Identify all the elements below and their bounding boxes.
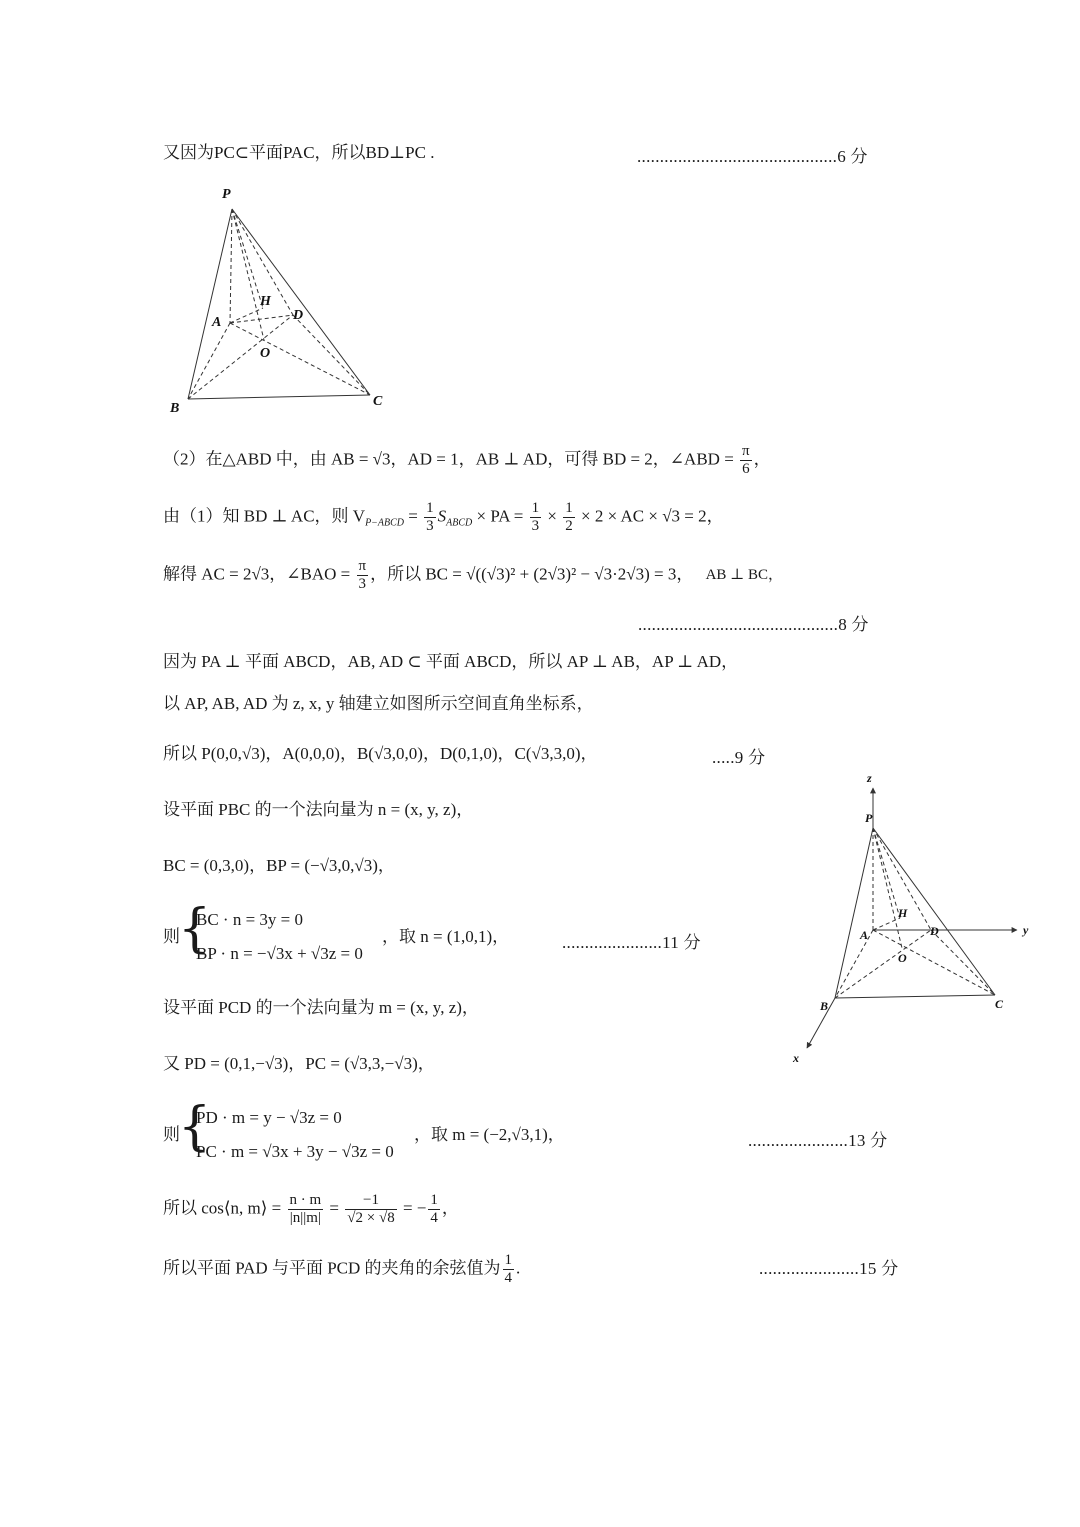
line-normal-n: 设平面 PBC 的一个法向量为 n = (x, y, z)，	[163, 800, 474, 819]
fraction-den: √2 × √8	[347, 1210, 395, 1226]
label-B: B	[820, 999, 829, 1013]
part2-line-3	[163, 558, 783, 593]
score-8: ............................................8 分	[638, 615, 869, 634]
edge-PC	[873, 828, 995, 995]
line-cos	[163, 1192, 459, 1227]
label-y: y	[1023, 923, 1029, 937]
eq-sign: =	[404, 506, 423, 526]
fraction-1-4-final	[503, 1252, 515, 1287]
left-brace: {	[178, 899, 212, 959]
eq-sign: =	[329, 1198, 340, 1218]
fraction-dot-over-norm	[288, 1192, 324, 1227]
eq-neg: = −	[402, 1198, 427, 1218]
line-bc-bp: BC = (0,3,0)，BP = (−√3,0,√3)，	[163, 856, 395, 875]
bc-length: ，所以 BC = √((√3)² + (2√3)² − √3·2√3) = 3，	[370, 564, 694, 584]
fraction-den: 4	[430, 1210, 438, 1226]
line-AC	[230, 323, 370, 395]
score-15: ......................15 分	[759, 1259, 899, 1278]
line-BD	[835, 930, 931, 998]
label-O: O	[898, 951, 907, 965]
fraction-num: 1	[531, 500, 540, 516]
label-A: A	[212, 315, 222, 330]
label-A: A	[860, 928, 869, 942]
volume-tail: × 2 × AC × √3 = 2，	[576, 506, 724, 526]
part2-line-1	[163, 443, 771, 478]
fraction-1-3	[424, 500, 436, 535]
line-pa-perp: 因为 PA ⊥ 平面 ABCD，AB, AD ⊂ 平面 ABCD，所以 AP ⊥ AB，AP ⊥ AD，	[163, 652, 739, 671]
line-PH	[232, 209, 263, 308]
fraction-pi-3	[357, 558, 369, 593]
fraction-1-4	[428, 1192, 440, 1227]
fraction-num: 1	[426, 500, 434, 516]
sys-n-pre: 则	[163, 927, 180, 946]
edge-DC	[931, 930, 995, 995]
final-tail: .	[516, 1258, 521, 1278]
edge-PB	[188, 209, 232, 399]
fraction-num: n · m	[289, 1192, 322, 1208]
sys-n-take: ，取 n = (1,0,1)，	[382, 927, 510, 946]
edge-PA	[230, 209, 232, 323]
fraction-den: 3	[531, 518, 540, 534]
cos-prefix: 所以 cos⟨n, m⟩ =	[163, 1198, 282, 1218]
label-x: x	[793, 1051, 799, 1065]
fraction-den: 3	[426, 518, 434, 534]
edge-BC	[188, 395, 370, 399]
score-13: ......................13 分	[748, 1131, 888, 1150]
score-6: ............................................6 分	[637, 147, 868, 166]
sys-m-take: ，取 m = (−2,√3,1)，	[414, 1125, 565, 1144]
edge-DC	[293, 315, 370, 395]
fraction-1-3-b	[530, 500, 542, 535]
edge-AB	[188, 323, 230, 399]
fraction-1-2	[563, 500, 575, 535]
fraction-pi-6	[740, 443, 752, 478]
sys-n-eq1: BC · n = 3y = 0	[196, 910, 304, 929]
area-subscript: ABCD	[446, 517, 473, 529]
score-11: ......................11 分	[562, 933, 701, 952]
fraction-den: 6	[742, 461, 750, 477]
fraction-den: 3	[358, 576, 367, 592]
ab-perp-bc: AB ⊥ BC，	[705, 567, 784, 584]
volume-subscript: P−ABCD	[365, 517, 405, 529]
label-C: C	[373, 394, 383, 409]
times: ×	[543, 506, 562, 526]
fraction-den: |n||m|	[289, 1210, 321, 1226]
fraction-den: 2	[565, 518, 573, 534]
label-H: H	[898, 906, 908, 920]
line-AC	[873, 930, 995, 995]
label-B: B	[170, 401, 180, 416]
label-H: H	[260, 294, 271, 309]
area-symbol: S	[437, 506, 447, 526]
sys-m-eq2: PC · m = √3x + 3y − √3z = 0	[196, 1142, 394, 1161]
line-BD	[188, 315, 293, 399]
part2-line-2	[163, 500, 724, 535]
fraction-neg1-over-roots	[345, 1192, 396, 1227]
edge-PB	[835, 828, 873, 998]
label-C: C	[995, 997, 1004, 1011]
line-pd-pc: 又 PD = (0,1,−√3)，PC = (√3,3,−√3)，	[163, 1054, 435, 1073]
edge-BC	[835, 995, 995, 998]
fraction-num: π	[358, 558, 367, 574]
volume-prefix: 由（1）知 BD ⊥ AC，则 V	[163, 506, 366, 526]
edge-PC	[232, 209, 370, 395]
label-D: D	[293, 308, 304, 323]
label-P: P	[222, 187, 231, 202]
line-coordinates: 所以 P(0,0,√3)，A(0,0,0)，B(√3,0,0)，D(0,1,0)，C(√3,3,0)，	[163, 744, 598, 763]
pyramid-figure-2-coordinates	[785, 770, 1045, 1070]
fraction-num: 1	[565, 500, 573, 516]
label-P: P	[865, 811, 873, 825]
sys-m-pre: 则	[163, 1125, 180, 1144]
label-O: O	[260, 346, 271, 361]
part2-line-1-text: （2）在△ABD 中，由 AB = √3，AD = 1，AB ⊥ AD，可得 BD = 2，∠ABD =	[163, 449, 734, 469]
proof-line-bd-perp-pc: 又因为PC⊂平面PAC，所以BD⊥PC .	[163, 143, 435, 162]
cos-tail: ，	[441, 1198, 459, 1218]
left-brace: {	[178, 1097, 212, 1157]
score-9: .....9 分	[712, 748, 766, 767]
times-pa: × PA =	[472, 506, 528, 526]
fraction-num: −1	[345, 1192, 396, 1210]
line-normal-m: 设平面 PCD 的一个法向量为 m = (x, y, z)，	[163, 998, 479, 1017]
fraction-num: 1	[504, 1252, 513, 1268]
sys-n-eq2: BP · n = −√3x + √3z = 0	[196, 944, 363, 963]
label-z: z	[867, 771, 872, 785]
sys-m-eq1: PD · m = y − √3z = 0	[196, 1108, 342, 1127]
pyramid-figure-1	[160, 180, 400, 420]
fraction-num: π	[742, 443, 750, 459]
line-final	[163, 1252, 520, 1287]
label-D: D	[930, 924, 939, 938]
line-PH	[873, 828, 900, 918]
solve-ac: 解得 AC = 2√3，∠BAO =	[163, 564, 351, 584]
line-axes: 以 AP, AB, AD 为 z, x, y 轴建立如图所示空间直角坐标系，	[163, 694, 594, 713]
fraction-den: 4	[504, 1270, 513, 1286]
fraction-num: 1	[430, 1192, 438, 1208]
final-prefix: 所以平面 PAD 与平面 PCD 的夹角的余弦值为	[163, 1258, 501, 1278]
part2-line-1-tail: ，	[753, 449, 771, 469]
